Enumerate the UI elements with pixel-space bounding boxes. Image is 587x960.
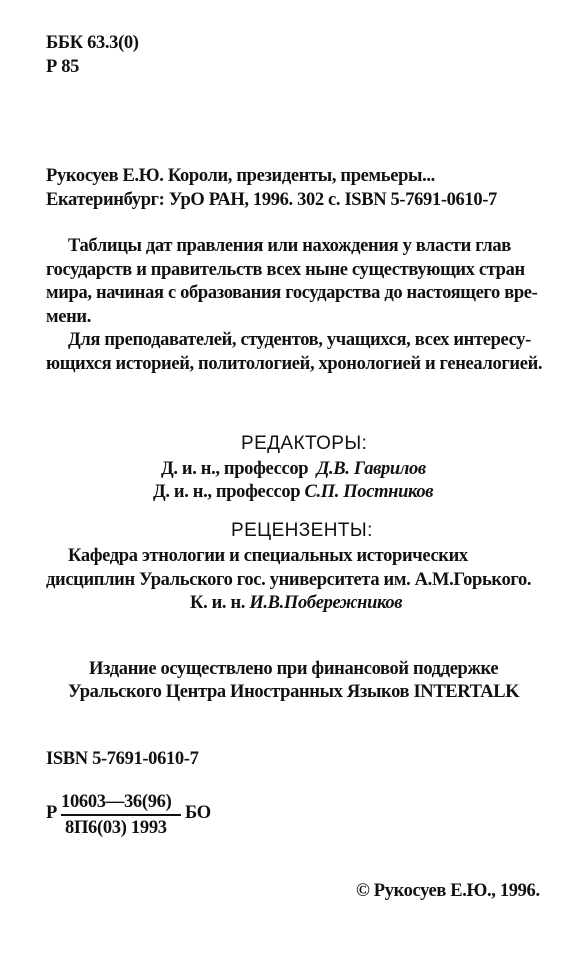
- annotation-line-4: мени.: [46, 307, 92, 327]
- bibliography-line-2: Екатеринбург: УрО РАН, 1996. 302 с. ISBN 5-7691-0610-7: [46, 190, 497, 210]
- reviewers-line-2: дисциплин Уральского гос. университета им. А.М.Горького.: [46, 570, 532, 590]
- annotation-line-3: мира, начиная с образования государства до настоящего вре-: [46, 283, 538, 303]
- editor-1: [161, 458, 426, 480]
- reviewer: [190, 592, 402, 614]
- editor-2: [153, 481, 433, 503]
- reviewers-line-1: Кафедра этнологии и специальных исторических: [68, 546, 468, 566]
- annotation-text: Таблицы дат правления или нахождения у власти глав: [68, 236, 511, 256]
- editor-1-name: Д.В. Гаврилов: [316, 459, 426, 479]
- support-line-2: Уральского Центра Иностранных Языков INTERTALK: [68, 682, 520, 702]
- bibliography-line-1: Рукосуев Е.Ю. Короли, президенты, премьеры...: [46, 166, 435, 186]
- audience-line-1: Для преподавателей, студентов, учащихся, всех интересу-: [68, 330, 531, 350]
- index-denominator: 8П6(03) 1993: [65, 818, 167, 838]
- index-numerator: 10603—36(96): [61, 792, 172, 812]
- annotation-line-1: [68, 235, 551, 257]
- editors-heading: РЕДАКТОРЫ:: [241, 433, 368, 454]
- reviewer-name: И.В.Побережников: [249, 593, 403, 613]
- index-suffix: БО: [185, 803, 211, 823]
- index-letter: Р: [46, 803, 58, 823]
- copyright: © Рукосуев Е.Ю., 1996.: [356, 881, 540, 901]
- editor-2-degree: Д. и. н., профессор: [153, 482, 301, 502]
- publisher-index-code: [46, 792, 226, 844]
- audience-line-2: ющихся историей, политологией, хронологией и генеалогией.: [46, 354, 543, 374]
- support-line-1: Издание осуществлено при финансовой поддержке: [89, 659, 499, 679]
- isbn: ISBN 5-7691-0610-7: [46, 749, 199, 769]
- reviewers-heading: РЕЦЕНЗЕНТЫ:: [231, 520, 373, 541]
- author-sign: Р 85: [46, 57, 80, 77]
- reviewer-degree: К. и. н.: [190, 593, 246, 613]
- annotation-line-2: государств и правительств всех ныне существующих стран: [46, 260, 525, 280]
- editor-1-degree: Д. и. н., профессор: [161, 459, 309, 479]
- editor-2-name: С.П. Постников: [304, 482, 434, 502]
- fraction-bar: [61, 814, 181, 816]
- bbk-code: ББК 63.3(0): [46, 33, 139, 53]
